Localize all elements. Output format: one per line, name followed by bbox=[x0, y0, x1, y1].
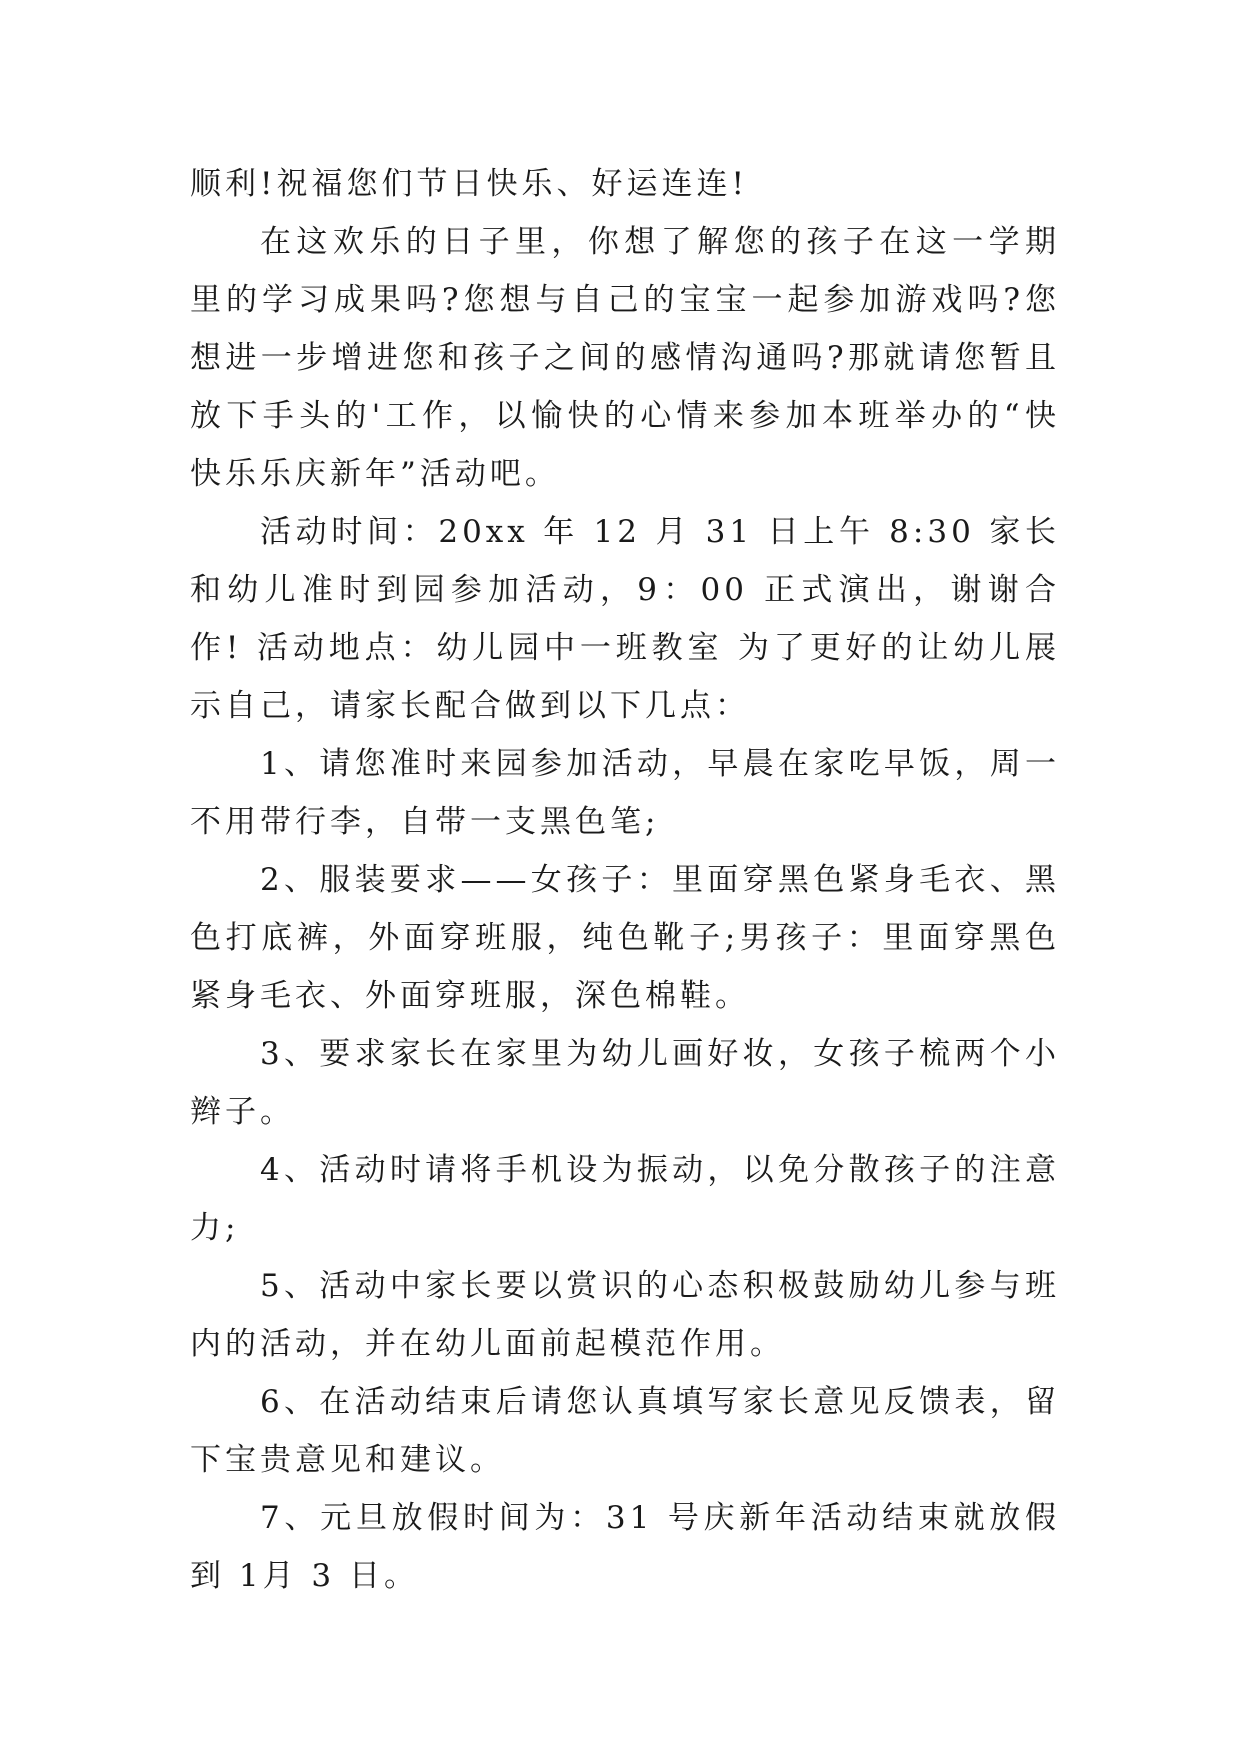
paragraph-greeting-end: 顺利!祝福您们节日快乐、好运连连! bbox=[190, 166, 748, 202]
paragraph-time-location: 活动时间：20xx 年 12 月 31 日上午 8:30 家长和幼儿准时到园参加活动，9：00 正式演出，谢谢合作! 活动地点：幼儿园中一班教室 为了更好的让幼儿展示自己，请家长配合做到以下几点： bbox=[190, 514, 1060, 724]
document-body bbox=[190, 155, 1060, 1605]
paragraph-invitation: 在这欢乐的日子里，你想了解您的孩子在这一学期里的学习成果吗?您想与自己的宝宝一起参加游戏吗?您想进一步增进您和孩子之间的感情沟通吗?那就请您暂且放下手头的'工作，以愉快的心情来参加本班举办的“快快乐乐庆新年”活动吧。 bbox=[190, 224, 1060, 492]
list-item-2: 2、服装要求——女孩子：里面穿黑色紧身毛衣、黑色打底裤，外面穿班服，纯色靴子;男孩子：里面穿黑色紧身毛衣、外面穿班服，深色棉鞋。 bbox=[190, 862, 1060, 1014]
list-item-3: 3、要求家长在家里为幼儿画好妆，女孩子梳两个小辫子。 bbox=[190, 1036, 1060, 1130]
list-item-5: 5、活动中家长要以赏识的心态积极鼓励幼儿参与班内的活动，并在幼儿面前起模范作用。 bbox=[190, 1268, 1060, 1362]
list-item-1: 1、请您准时来园参加活动，早晨在家吃早饭，周一不用带行李，自带一支黑色笔; bbox=[190, 746, 1060, 840]
list-item-4: 4、活动时请将手机设为振动，以免分散孩子的注意力; bbox=[190, 1152, 1060, 1246]
list-item-7: 7、元旦放假时间为：31 号庆新年活动结束就放假到 1月 3 日。 bbox=[190, 1500, 1060, 1594]
list-item-6: 6、在活动结束后请您认真填写家长意见反馈表，留下宝贵意见和建议。 bbox=[190, 1384, 1060, 1478]
